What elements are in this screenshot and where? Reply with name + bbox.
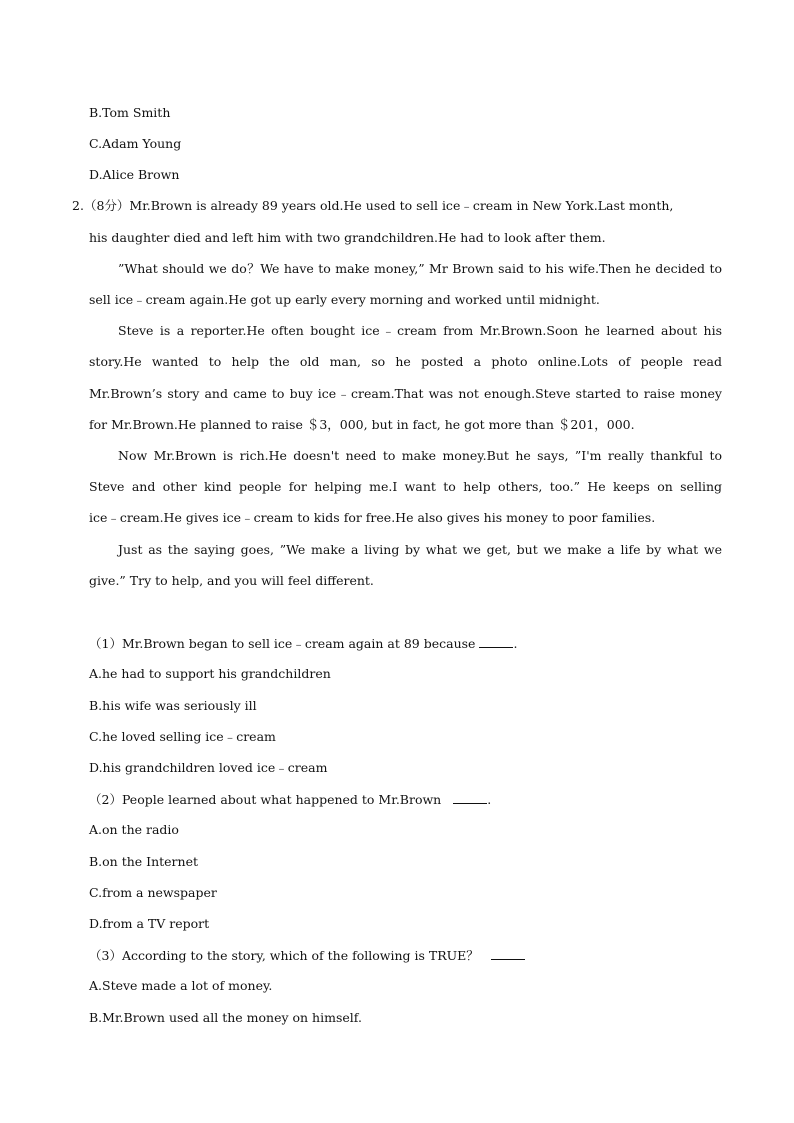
sub-question-2-option-c: C.from a newspaper bbox=[89, 885, 217, 900]
passage-line-11: ice﹣cream.He gives ice﹣cream to kids for free.He also gives his money to poor families. bbox=[89, 510, 656, 525]
answer-blank bbox=[453, 791, 487, 804]
passage-line-5: Steve is a reporter.He often bought ice﹣cream from Mr.Brown.Soon he learned about his bbox=[118, 323, 722, 338]
sub-question-1-option-b: B.his wife was seriously ill bbox=[89, 698, 257, 713]
passage-line-3: ”What should we do？We have to make money,” Mr Brown said to his wife.Then he decided to bbox=[118, 261, 722, 276]
answer-blank bbox=[491, 947, 525, 960]
passage-line-2: his daughter died and left him with two grandchildren.He had to look after them. bbox=[89, 230, 606, 245]
passage-line-10: Steve and other kind people for helping me.I want to help others, too.” He keeps on selling bbox=[89, 479, 722, 494]
question-number: 2. bbox=[72, 198, 84, 213]
sub-question-1-option-a: A.he had to support his grandchildren bbox=[89, 666, 331, 681]
passage-line-7: Mr.Brown’s story and came to buy ice﹣cream.That was not enough.Steve started to raise money bbox=[89, 386, 722, 401]
sub-question-3-option-a: A.Steve made a lot of money. bbox=[89, 978, 273, 993]
sub-question-1-option-d: D.his grandchildren loved ice﹣cream bbox=[89, 760, 328, 775]
passage-line-9: Now Mr.Brown is rich.He doesn't need to make money.But he says, ”I'm really thankful to bbox=[118, 448, 722, 463]
sub-question-2-option-d: D.from a TV report bbox=[89, 916, 210, 931]
passage-line-6: story.He wanted to help the old man, so he posted a photo online.Lots of people read bbox=[89, 354, 722, 369]
passage-line-12: Just as the saying goes, ”We make a living by what we get, but we make a life by what we bbox=[118, 542, 722, 557]
passage-line-13: give.” Try to help, and you will feel different. bbox=[89, 573, 374, 588]
sub-question-2-stem: （2）People learned about what happened to Mr.Brown . bbox=[89, 792, 492, 807]
prev-option-c: C.Adam Young bbox=[89, 136, 182, 151]
answer-blank bbox=[479, 635, 513, 648]
passage-line-8: for Mr.Brown.He planned to raise ＄3，000, but in fact, he got more than ＄201，000. bbox=[89, 417, 635, 432]
passage-line-4: sell ice﹣cream again.He got up early every morning and worked until midnight. bbox=[89, 292, 600, 307]
passage-line-1: Mr.Brown is already 89 years old.He used to sell ice﹣cream in New York.Last month, bbox=[129, 198, 674, 213]
sub-question-1-stem: （1）Mr.Brown began to sell ice﹣cream again at 89 because . bbox=[89, 636, 518, 651]
sub-question-3-stem: （3）According to the story, which of the following is TRUE？ bbox=[89, 947, 525, 964]
prev-option-b: B.Tom Smith bbox=[89, 105, 171, 120]
question-header bbox=[72, 198, 673, 214]
prev-option-d: D.Alice Brown bbox=[89, 167, 180, 182]
sub-question-3-option-b: B.Mr.Brown used all the money on himself. bbox=[89, 1010, 362, 1025]
sub-question-2-option-b: B.on the Internet bbox=[89, 854, 199, 869]
sub-question-2-option-a: A.on the radio bbox=[89, 822, 179, 837]
question-score: （8分） bbox=[83, 198, 130, 213]
sub-question-1-option-c: C.he loved selling ice﹣cream bbox=[89, 729, 276, 744]
